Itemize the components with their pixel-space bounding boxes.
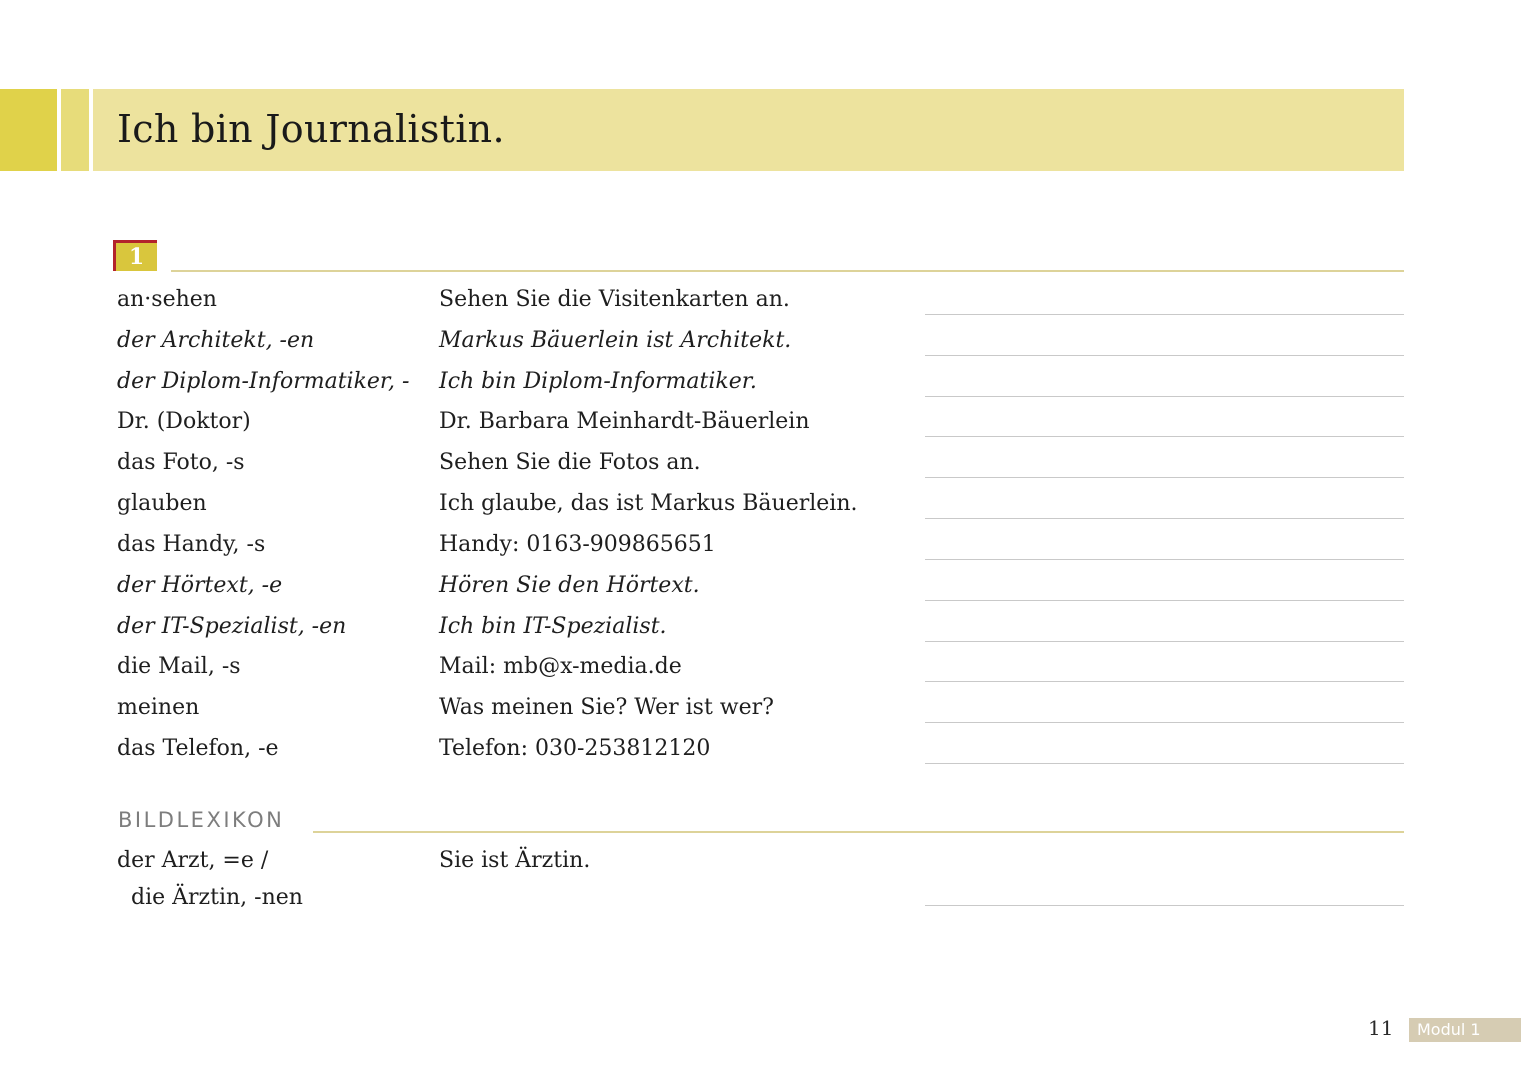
- bildlexikon-divider: [313, 831, 1404, 833]
- section-divider: [171, 270, 1404, 272]
- vocab-term: das Telefon, -e: [117, 736, 279, 761]
- vocab-row: [0, 367, 1521, 407]
- vocab-example: Sehen Sie die Visitenkarten an.: [439, 287, 790, 312]
- page-number: 11: [1368, 1016, 1394, 1040]
- vocab-term: Dr. (Doktor): [117, 409, 251, 434]
- bildlexikon-heading: BILDLEXIKON: [118, 808, 285, 832]
- note-writing-line[interactable]: [925, 600, 1404, 601]
- vocab-row: [0, 489, 1521, 529]
- vocab-example: Sehen Sie die Fotos an.: [439, 450, 701, 475]
- vocab-term: das Foto, -s: [117, 450, 245, 475]
- vocab-example: Dr. Barbara Meinhardt-Bäuerlein: [439, 409, 810, 434]
- section-number-badge: 1: [113, 240, 157, 271]
- note-writing-line[interactable]: [925, 559, 1404, 560]
- note-writing-line[interactable]: [925, 763, 1404, 764]
- vocab-row: [0, 530, 1521, 570]
- vocab-term: die Mail, -s: [117, 654, 241, 679]
- vocab-term: der Diplom-Informatiker, -: [117, 369, 410, 394]
- vocab-row: [0, 285, 1521, 325]
- vocab-row: [0, 407, 1521, 447]
- vocab-example: Ich bin Diplom-Informatiker.: [439, 369, 757, 394]
- note-writing-line[interactable]: [925, 722, 1404, 723]
- note-writing-line[interactable]: [925, 355, 1404, 356]
- vocab-row: [0, 734, 1521, 774]
- vocab-term: meinen: [117, 695, 200, 720]
- note-writing-line[interactable]: [925, 396, 1404, 397]
- vocab-example: Markus Bäuerlein ist Architekt.: [439, 328, 792, 353]
- vocab-term: der IT-Spezialist, -en: [117, 614, 347, 639]
- note-writing-line[interactable]: [925, 681, 1404, 682]
- bildlexikon-term-continued: die Ärztin, -nen: [131, 885, 303, 910]
- bildlexikon-term: der Arzt, =e /: [117, 848, 269, 873]
- vocab-row: [0, 612, 1521, 652]
- vocab-term: der Architekt, -en: [117, 328, 315, 353]
- vocab-term: der Hörtext, -e: [117, 573, 283, 598]
- vocab-example: Ich glaube, das ist Markus Bäuerlein.: [439, 491, 858, 516]
- note-writing-line[interactable]: [925, 314, 1404, 315]
- vocab-row: [0, 652, 1521, 692]
- note-writing-line[interactable]: [925, 436, 1404, 437]
- note-writing-line[interactable]: [925, 905, 1404, 906]
- vocab-example: Was meinen Sie? Wer ist wer?: [439, 695, 774, 720]
- vocab-example: Mail: mb@x-media.de: [439, 654, 682, 679]
- vocab-term: glauben: [117, 491, 207, 516]
- vocab-term: das Handy, -s: [117, 532, 266, 557]
- vocab-example: Ich bin IT-Spezialist.: [439, 614, 667, 639]
- header-accent-block: [0, 89, 57, 171]
- vocab-example: Hören Sie den Hörtext.: [439, 573, 700, 598]
- vocab-row: [0, 326, 1521, 366]
- note-writing-line[interactable]: [925, 641, 1404, 642]
- vocab-example: Telefon: 030-253812120: [439, 736, 711, 761]
- vocab-row: [0, 571, 1521, 611]
- note-writing-line[interactable]: [925, 518, 1404, 519]
- note-writing-line[interactable]: [925, 477, 1404, 478]
- vocab-term: an·sehen: [117, 287, 217, 312]
- vocab-row: [0, 693, 1521, 733]
- page-title: Ich bin Journalistin.: [117, 107, 505, 151]
- header-accent-block-secondary: [61, 89, 89, 171]
- bildlexikon-example: Sie ist Ärztin.: [439, 848, 591, 873]
- module-tab: Modul 1: [1409, 1018, 1521, 1042]
- vocab-example: Handy: 0163-909865651: [439, 532, 716, 557]
- vocab-row: [0, 448, 1521, 488]
